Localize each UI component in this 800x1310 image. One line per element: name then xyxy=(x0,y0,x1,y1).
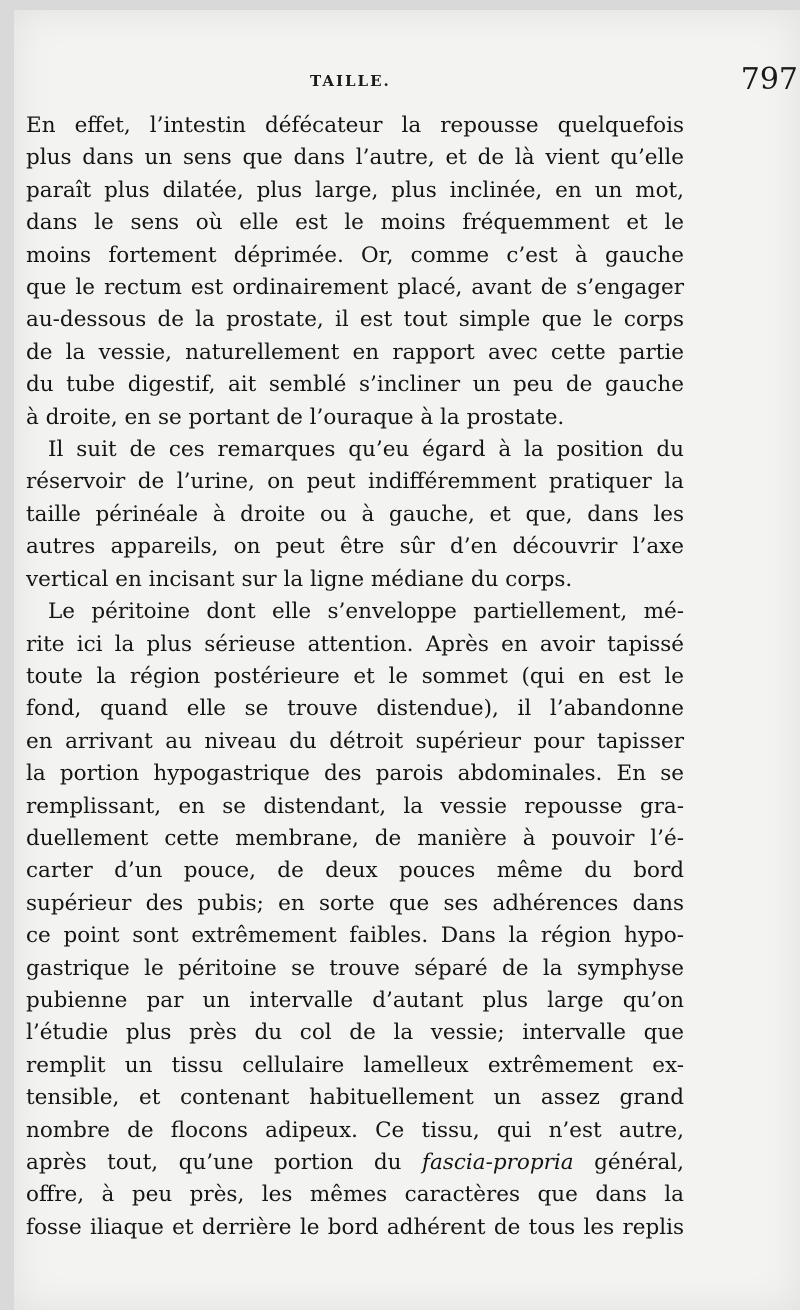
text-line: pubienne par un intervalle d’autant plus large qu’on xyxy=(26,987,684,1013)
text-line: taille périnéale à droite ou à gauche, et que, dans les xyxy=(26,501,684,527)
page-header xyxy=(14,62,800,102)
text-line: offre, à peu près, les mêmes caractères que dans la xyxy=(26,1182,684,1208)
text-line: l’étudie plus près du col de la vessie; intervalle que xyxy=(26,1020,684,1046)
text-line: carter d’un pouce, de deux pouces même du bord xyxy=(26,858,684,884)
text-line: vertical en incisant sur la ligne médiane du corps. xyxy=(26,566,573,592)
text-line: fond, quand elle se trouve distendue), il l’abandonne xyxy=(26,696,684,722)
text-line: fosse iliaque et derrière le bord adhérent de tous les replis xyxy=(26,1214,684,1240)
italic-term: fascia-propria xyxy=(422,1150,574,1175)
text-line: nombre de flocons adipeux. Ce tissu, qui n’est autre, xyxy=(26,1117,684,1143)
text-fragment: général, xyxy=(573,1150,684,1175)
text-line: Il suit de ces remarques qu’eu égard à la position du xyxy=(48,437,684,463)
text-line: à droite, en se portant de l’ouraque à la prostate. xyxy=(26,404,565,430)
text-line: toute la région postérieure et le sommet (qui en est le xyxy=(26,663,684,689)
text-line: remplissant, en se distendant, la vessie repousse gra- xyxy=(26,793,684,819)
body-text xyxy=(26,110,684,1244)
paragraph-1 xyxy=(26,110,684,434)
text-line-with-italic xyxy=(26,1147,684,1179)
text-line: que le rectum est ordinairement placé, avant de s’engager xyxy=(26,275,684,301)
page-number: 797 xyxy=(740,62,798,97)
book-page xyxy=(14,10,800,1310)
text-line: paraît plus dilatée, plus large, plus inclinée, en un mot, xyxy=(26,177,684,203)
text-line: En effet, l’intestin défécateur la repousse quelquefois xyxy=(26,113,684,138)
text-line: autres appareils, on peut être sûr d’en découvrir l’axe xyxy=(26,534,684,560)
text-line: rite ici la plus sérieuse attention. Après en avoir tapissé xyxy=(26,631,684,657)
text-line: réservoir de l’urine, on peut indifféremment pratiquer la xyxy=(26,469,684,495)
text-line: en arrivant au niveau du détroit supérieur pour tapisser xyxy=(26,728,684,754)
text-line: de la vessie, naturellement en rapport avec cette partie xyxy=(26,339,684,365)
text-line: tensible, et contenant habituellement un assez grand xyxy=(26,1085,684,1111)
running-head: TAILLE. xyxy=(310,72,391,90)
text-line: supérieur des pubis; en sorte que ses adhérences dans xyxy=(26,890,684,916)
text-line: gastrique le péritoine se trouve séparé de la symphyse xyxy=(26,955,684,981)
text-line: la portion hypogastrique des parois abdominales. En se xyxy=(26,761,684,787)
text-line: du tube digestif, ait semblé s’incliner un peu de gauche xyxy=(26,372,684,398)
text-line: au-dessous de la prostate, il est tout simple que le corps xyxy=(26,307,684,333)
text-line: remplit un tissu cellulaire lamelleux extrêmement ex- xyxy=(26,1052,684,1078)
text-line: plus dans un sens que dans l’autre, et de là vient qu’elle xyxy=(26,145,684,171)
text-fragment: après tout, qu’une portion du xyxy=(26,1150,423,1175)
text-line: ce point sont extrêmement faibles. Dans la région hypo- xyxy=(26,923,684,949)
paragraph-3 xyxy=(26,596,684,1244)
text-line: dans le sens où elle est le moins fréquemment et le xyxy=(26,210,684,236)
text-line: moins fortement déprimée. Or, comme c’est à gauche xyxy=(26,242,684,268)
text-line: duellement cette membrane, de manière à pouvoir l’é- xyxy=(26,825,684,851)
paragraph-2 xyxy=(26,434,684,596)
text-line: Le péritoine dont elle s’enveloppe partiellement, mé- xyxy=(48,599,684,625)
